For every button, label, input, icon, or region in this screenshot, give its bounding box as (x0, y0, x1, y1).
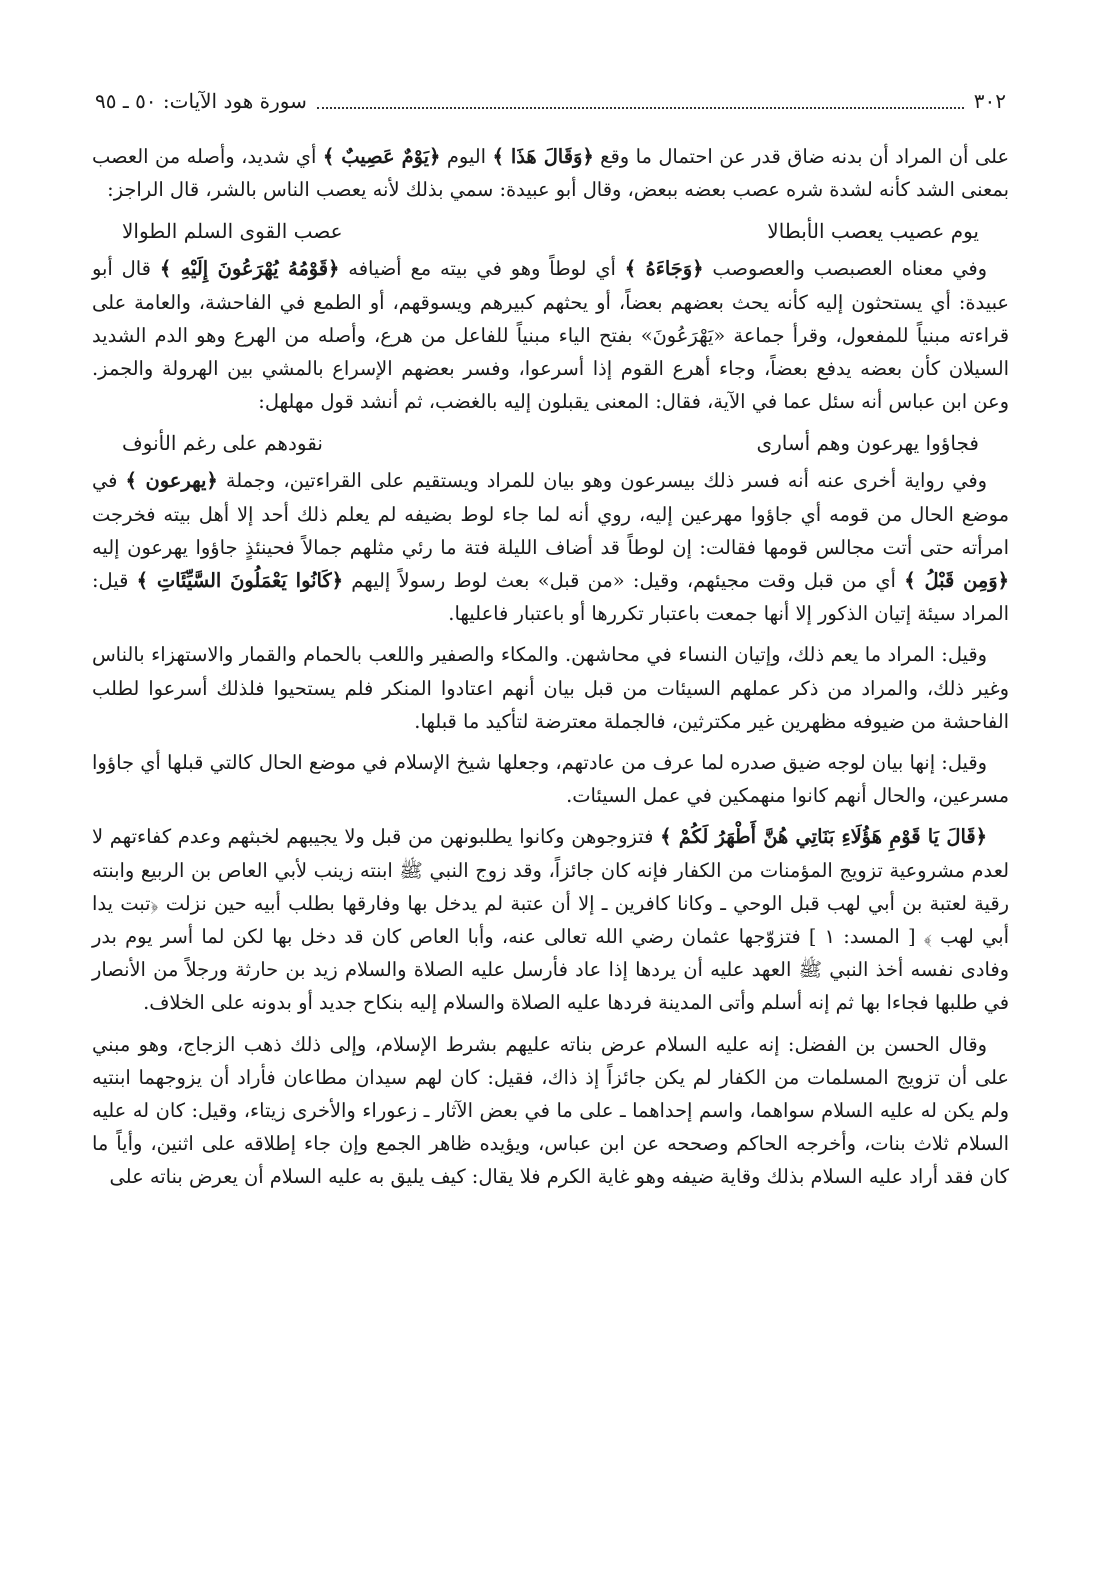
text-run: فتزوّجها عثمان رضي الله تعالى عنه، وأبا العاص كان قد دخل بها لكن لما أسر يوم بدر وفادى نفسه أخذ النبي ﷺ العهد عليه أن يردها إذا عاد فأرسل عليه الصلاة والسلام زيد بن حارثة ورجلاً من الأنصار في طلبها فجاءا بها ثم إنه أسلم وأتى المدينة فردها عليه الصلاة والسلام إليه بنكاح جديد أو بدونه على الخلاف. (92, 925, 1009, 1015)
text-run: وقيل: إنها بيان لوجه ضيق صدره لما عرف من عادتهم، وجعلها شيخ الإسلام في موضع الحال كالتي قبلها أي جاؤوا مسرعين، والحال أنهم كانوا منهمكين في عمل السيئات. (92, 751, 1009, 808)
text-run: اليوم (440, 145, 493, 168)
paragraph (92, 746, 1009, 812)
quran-quote: ﴿قَالَ يَا قَوْمِ هَؤُلَاءِ بَنَاتِي هُنَّ أَطْهَرُ لَكُمْ ﴾ (660, 825, 987, 849)
quran-quote: ﴿وَمِن قَبْلُ ﴾ (904, 569, 1009, 593)
text-run: على أن المراد أن بدنه ضاق قدر عن احتمال ما وقع (593, 145, 1010, 168)
text-run: قال أبو عبيدة: أي يستحثون إليه كأنه يحث بعضهم بعضاً، أو يحثهم كبيرهم ويسوقهم، أو الطمع في الفاحشة، والعامة على قراءته مبنياً للمفعول، وقرأ جماعة «يَهْرَعُونَ» بفتح الياء مبنياً للفاعل من هرع، وأصله من الهرع وهو الدم الشديد السيلان كأن بعضه يدفع بعضاً، وجاء أهرع القوم إذا أسرعوا، وفسر بعضهم الإسراع بالمشي بين الهرولة والجمز. وعن ابن عباس أنه سئل عما في الآية، فقال: المعنى يقبلون إليه بالغضب، ثم أنشد قول مهلهل: (92, 257, 1009, 414)
verse-hemistich-right: يوم عصيب يعصب الأبطالا (767, 219, 979, 244)
quran-quote: ﴿كَانُوا يَعْمَلُونَ السَّيِّئَاتِ ﴾ (136, 569, 343, 593)
main-text (92, 140, 1009, 1202)
quran-quote: ﴿يَوْمٌ عَصِيبٌ ﴾ (322, 145, 441, 168)
text-run: وقيل: المراد ما يعم ذلك، وإتيان النساء في محاشهن. والمكاء والصفير واللعب بالحمام والقمار والاستهزاء بالناس وغير ذلك، والمراد من ذكر عملهم السيئات من قبل بيان أنهم اعتادوا المنكر فلم يستحيوا فلذلك أسرعوا لطلب الفاحشة من ضيوفه مظهرين غير مكترثين، فالجملة معترضة لتأكيد ما قبلها. (92, 643, 1009, 733)
quran-quote: ﴿قَوْمُهُ يُهْرَعُونَ إِلَيْهِ ﴾ (159, 257, 340, 281)
header-dotted-leader (317, 93, 964, 109)
verse-hemistich-right: فجاؤوا يهرعون وهم أسارى (756, 431, 979, 456)
text-run: وفي معناه العصبصب والعصوصب (703, 257, 987, 281)
paragraph (92, 464, 1009, 630)
verse-hemistich-left: عصب القوى السلم الطوالا (122, 219, 343, 244)
text-run: قيل: المراد سيئة إتيان الذكور إلا أنها جمعت باعتبار تكررها أو باعتبار فاعليها. (92, 569, 1009, 626)
text-run: وفي رواية أخرى عنه أنه فسر ذلك بيسرعون وهو بيان للمراد ويستقيم على القراءتين، وجملة (217, 469, 987, 493)
surah-title: سورة هود الآيات: ٥٠ ـ ٩٥ (95, 89, 307, 113)
text-run: فتزوجوهن وكانوا يطلبونهن من قبل ولا يجيبهم لخبثهم وعدم كفاءتهم لا لعدم مشروعية تزويج المؤمنات من الكفار فإنه كان جائزاً، وقد زوج النبي ﷺ ابنته زينب لأبي العاص بن الربيع وابنته رقية لعتبة بن أبي لهب قبل الوحي ـ وكانا كافرين ـ إلا أن عتبة لم يدخل بها وفارقها بطلب أبيه حين نزلت (92, 825, 1010, 915)
page-number: ٣٠٢ (973, 89, 1006, 113)
text-run: في موضع الحال من قومه أي جاؤوا مهرعين إليه، روي أنه لما جاء لوط بضيفه لم يعلم ذلك أحد إلا أهل بيته فخرجت امرأته حتى أتت مجالس قومها فقالت: إن لوطاً قد أضاف الليلة فتة ما رئي مثلهم جمالاً فحينئذٍ جاؤوا يهرعون إليه (92, 469, 1009, 559)
text-run: وقال الحسن بن الفضل: إنه عليه السلام عرض بناته عليهم بشرط الإسلام، وإلى ذلك ذهب الزجاج، وهو مبني على أن تزويج المسلمات من الكفار لم يكن جائزاً إذ ذاك، فقيل: كان لهم سيدان مطاعان فأراد أن يزوجهما ابنتيه ولم يكن له عليه السلام سواهما، واسم إحداهما ـ على ما في بعض الآثار ـ زعوراء والأخرى زيتاء، وقيل: كان له عليه السلام ثلاث بنات، وأخرجه الحاكم وصححه عن ابن عباس، ويؤيده ظاهر الجمع وإن جاء إطلاقه على اثنين، وأياً ما كان فقد أراد عليه السلام بذلك وقاية ضيفه وهو غاية الكرم فلا يقال: كيف يليق به عليه السلام أن يعرض بناته على (92, 1032, 1009, 1189)
paragraph (92, 820, 1009, 1019)
verse-hemistich-left: نقودهم على رغم الأنوف (122, 431, 323, 456)
quran-quote: ﴿يهرعون ﴾ (125, 469, 218, 493)
quran-quote: ﴿وَجَاءَهُ ﴾ (624, 257, 704, 281)
paragraph (92, 638, 1009, 738)
poetry-verse (122, 214, 979, 248)
paragraph (92, 140, 1009, 206)
text-run: أي لوطاً وهو في بيته مع أضيافه (339, 257, 625, 281)
quran-quote: ﴿وَقَالَ هَذَا ﴾ (492, 145, 594, 168)
text-run: أي شديد، وأصله من العصب بمعنى الشد كأنه لشدة شره عصب بعضه ببعض، وقال أبو عبيدة: سمي بذلك لأنه يعصب الناس بالشر، قال الراجز: (92, 145, 1009, 202)
poetry-verse (122, 426, 979, 460)
quran-citation: ﴿تبت يدا أبي لهب ﴾ [ المسد: ١ ] (92, 891, 1009, 949)
text-run: أي من قبل وقت مجيئهم، وقيل: «من قبل» بعث لوط رسولاً إليهم (342, 569, 905, 593)
paragraph (92, 252, 1009, 418)
paragraph (92, 1028, 1009, 1194)
running-header (95, 84, 1006, 118)
